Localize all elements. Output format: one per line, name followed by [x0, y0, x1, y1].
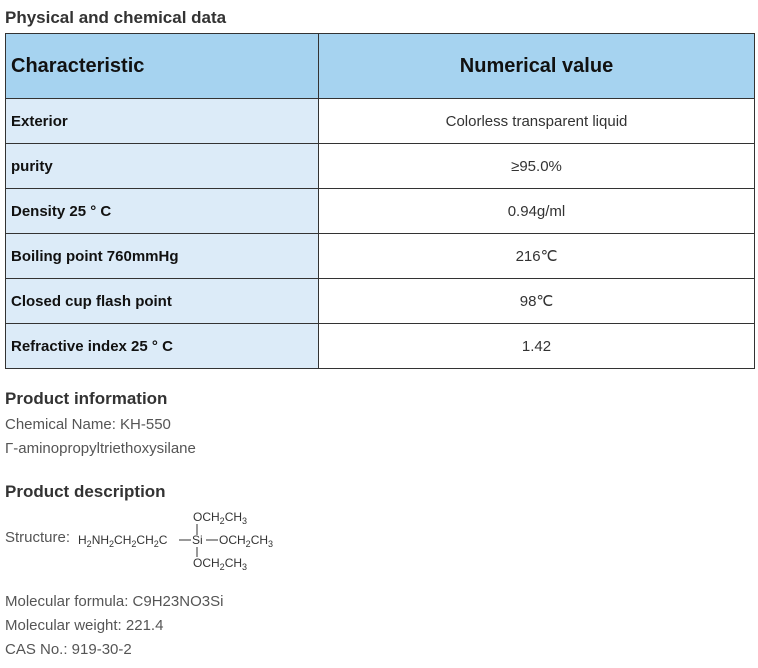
- characteristic-header: Characteristic: [6, 34, 319, 99]
- physical-data-title: Physical and chemical data: [5, 8, 227, 27]
- structure-label: Structure:: [5, 529, 71, 546]
- row-label: Refractive index 25 ° C: [6, 324, 319, 369]
- table-header-row: [6, 34, 755, 99]
- row-value: Colorless transparent liquid: [319, 99, 755, 144]
- row-value: 1.42: [319, 324, 755, 369]
- molecular-weight: Molecular weight: 221.4: [5, 617, 164, 634]
- row-label: Density 25 ° C: [6, 189, 319, 234]
- table-row: [6, 99, 755, 144]
- row-label: Boiling point 760mmHg: [6, 234, 319, 279]
- svg-text:OCH2CH3: $OCH_2CH_3$: [193, 510, 248, 526]
- row-value: 216℃: [319, 234, 755, 279]
- numerical-value-header: Numerical value: [319, 34, 755, 99]
- cas-number: CAS No.: 919-30-2: [5, 641, 132, 658]
- table-row: [6, 144, 755, 189]
- svg-text:OCH2CH3: $OCH_2CH_3$: [219, 533, 274, 549]
- row-label: Exterior: [6, 99, 319, 144]
- product-information-title: Product information: [5, 389, 168, 408]
- table-row: [6, 234, 755, 279]
- row-label: purity: [6, 144, 319, 189]
- row-value: ≥95.0%: [319, 144, 755, 189]
- product-description-title: Product description: [5, 482, 166, 501]
- physical-data-table: [5, 33, 755, 369]
- chemical-alias: Γ-aminopropyltriethoxysilane: [5, 440, 196, 457]
- row-value: 0.94g/ml: [319, 189, 755, 234]
- row-label: Closed cup flash point: [6, 279, 319, 324]
- svg-text:Si: Si: [192, 533, 203, 547]
- chemical-name: Chemical Name: KH-550: [5, 416, 171, 433]
- row-value: 98℃: [319, 279, 755, 324]
- svg-text:H2NH2CH2CH2C: $H_2NH_2CH_2CH_2C$: [78, 533, 168, 549]
- table-row: [6, 324, 755, 369]
- table-row: [6, 189, 755, 234]
- table-row: [6, 279, 755, 324]
- molecular-formula: Molecular formula: C9H23NO3Si: [5, 593, 224, 610]
- svg-text:OCH2CH3: $OCH_2CH_3$: [193, 556, 248, 571]
- structural-formula-image: [76, 505, 296, 571]
